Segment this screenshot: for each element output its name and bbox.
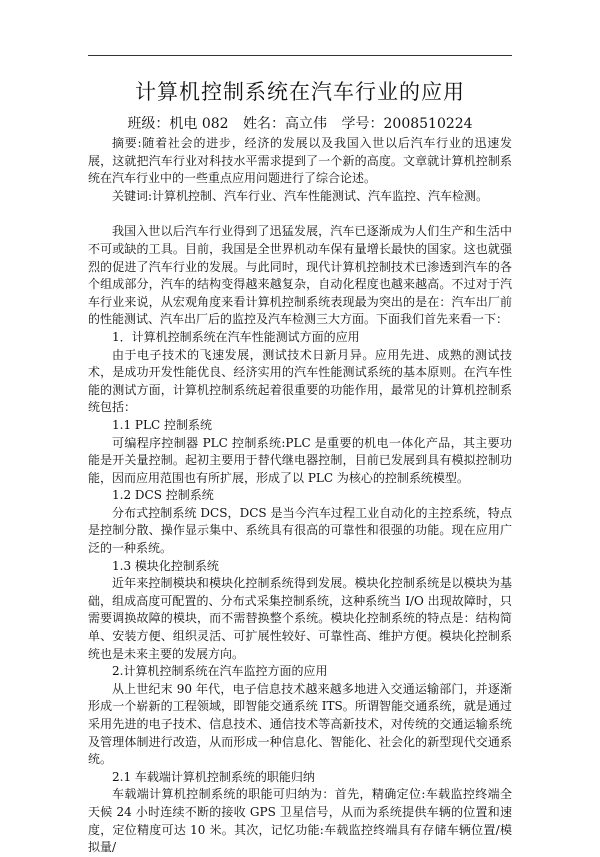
section-2-1-heading: 2.1 车载端计算机控制系统的职能归纳: [112, 769, 315, 784]
author-byline: [88, 113, 512, 133]
section-1-1-body: 可编程序控制器 PLC 控制系统:PLC 是重要的机电一体化产品，其主要功能是开关量控制。起初主要用于替代继电器控制，目前已发展到具有模拟控制功能，因而应用范围也有所扩展，形成了以 PLC 为核心的控制系统模型。: [88, 435, 512, 485]
paper-title: 计算机控制系统在汽车行业的应用: [135, 80, 465, 104]
section-1-2-heading: 1.2 DCS 控制系统: [112, 488, 214, 503]
section-1-heading: 1．计算机控制系统在汽车性能测试方面的应用: [112, 329, 360, 344]
paragraph-gap: [88, 205, 512, 223]
section-1-3-heading: 1.3 模块化控制系统: [112, 558, 219, 573]
keywords: 关键词:计算机控制、汽车行业、汽车性能测试、汽车监控、汽车检测。: [112, 188, 489, 203]
student-id: 学号：2008510224: [341, 116, 473, 132]
header-rule: [88, 55, 512, 56]
document-body: [88, 135, 512, 857]
abstract: 摘要:随着社会的进步，经济的发展以及我国入世以后汽车行业的迅速发展，这就把汽车行业对科技水平需求提到了一个新的高度。文章就计算机控制系统在汽车行业中的一些重点应用问题进行了综合论述。: [88, 136, 512, 186]
section-2-1-body: 车载端计算机控制系统的职能可归纳为：首先，精确定位:车载监控终端全天候 24 小时连续不断的接收 GPS 卫星信号，从而为系统提供车辆的位置和速度，定位精度可达 10 米。其次，记忆功能:车载监控终端具有存储车辆位置/模拟量/: [88, 787, 512, 855]
section-1-1-heading: 1.1 PLC 控制系统: [112, 417, 212, 432]
author-name: 姓名：高立伟: [243, 116, 328, 132]
intro-paragraph: 我国入世以后汽车行业得到了迅猛发展，汽车已逐渐成为人们生产和生活中不可或缺的工具。目前，我国是全世界机动车保有量增长最快的国家。这也就强烈的促进了汽车行业的发展。与此同时，现代计算机控制技术已渗透到汽车的各个组成部分，汽车的结构变得越来越复杂，自动化程度也越来越高。不过对于汽车行业来说，从宏观角度来看计算机控制系统表现最为突出的是在：汽车出厂前的性能测试、汽车出厂后的监控及汽车检测三大方面。下面我们首先来看一下：: [88, 224, 512, 327]
section-2-heading: 2.计算机控制系统在汽车监控方面的应用: [112, 664, 328, 679]
section-1-2-body: 分布式控制系统 DCS，DCS 是当今汽车过程工业自动化的主控系统，特点是控制分散、操作显示集中、系统具有很高的可靠性和很强的功能。现在应用广泛的一种系统。: [88, 505, 512, 556]
section-2-body: 从上世纪末 90 年代，电子信息技术越来越多地进入交通运输部门，并逐渐形成一个崭新的工程领域，即智能交通系统 ITS。所谓智能交通系统，就是通过采用先进的电子技术、信息技术、通信技术等高新技术，对传统的交通运输系统及管理体制进行改造，从而形成一种信息化、智能化、社会化的新型现代交通系统。: [88, 681, 512, 767]
section-1-3-body: 近年来控制模块和模块化控制系统得到发展。模块化控制系统是以模块为基础，组成高度可配置的、分布式采集控制系统，这种系统当 I/O 出现故障时，只需要调换故障的模块，而不需替换整个系统。模块化控制系统的特点是：结构简单、安装方便、组织灵活、可扩展性较好、可靠性高、维护方便。模块化控制系统也是未来主要的发展方向。: [88, 576, 512, 661]
class-info: 班级：机电 082: [127, 116, 229, 132]
section-1-body: 由于电子技术的飞速发展，测试技术日新月异。应用先进、成熟的测试技术，是成功开发性能优良、经济实用的汽车性能测试系统的基本原则。在汽车性能的测试方面，计算机控制系统起着很重要的功能作用，最常见的计算机控制系统包括：: [88, 347, 512, 415]
